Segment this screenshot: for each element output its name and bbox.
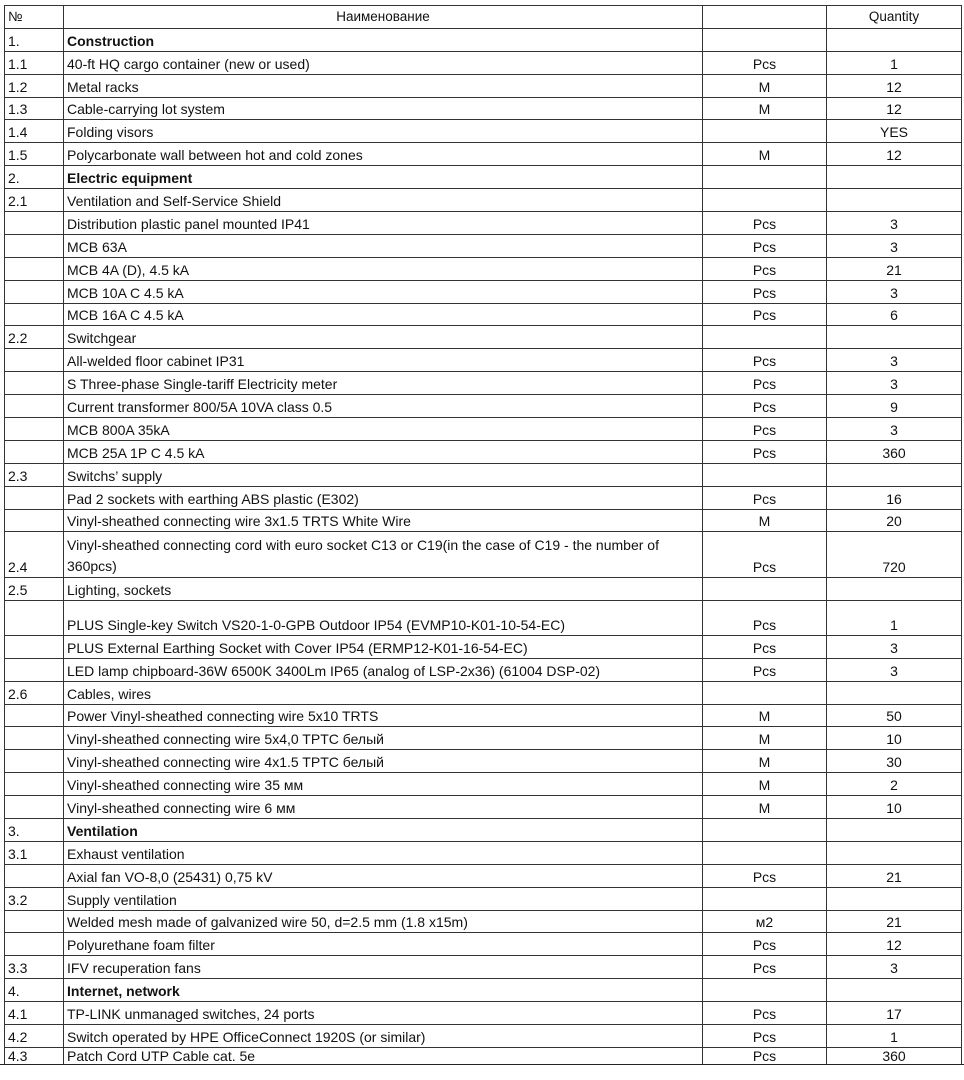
cell-number [5,750,64,773]
cell-name: Vinyl-sheathed connecting wire 6 мм [64,796,703,819]
table-row [5,120,962,143]
cell-name: MCB 63A [64,234,703,257]
cell-unit: Pcs [703,933,827,956]
cell-quantity: 10 [827,727,962,750]
cell-name: Switchs’ supply [64,463,703,486]
cell-number [5,600,64,635]
cell-number: 4. [5,979,64,1002]
cell-name: LED lamp chipboard-36W 6500K 3400Lm IP65 (analog of LSP-2x36) (61004 DSP-02) [64,658,703,681]
cell-unit: Pcs [703,349,827,372]
cell-unit [703,189,827,212]
cell-number [5,796,64,819]
cell-number [5,509,64,532]
table-row [5,956,962,979]
cell-name: PLUS External Earthing Socket with Cover IP54 (ERMP12-K01-16-54-EC) [64,635,703,658]
cell-unit: M [703,796,827,819]
cell-number: 4.2 [5,1025,64,1048]
cell-number: 1.4 [5,120,64,143]
cell-name: MCB 10A C 4.5 kA [64,280,703,303]
cell-name: PLUS Single-key Switch VS20-1-0-GPB Outdoor IP54 (EVMP10-K01-10-54-EC) [64,600,703,635]
cell-quantity: 17 [827,1002,962,1025]
cell-name: MCB 4A (D), 4.5 kA [64,257,703,280]
table-row [5,1047,962,1064]
cell-quantity: 6 [827,303,962,326]
cell-unit: Pcs [703,234,827,257]
cell-quantity: 12 [827,97,962,120]
cell-quantity: 2 [827,773,962,796]
cell-name: Metal racks [64,74,703,97]
cell-number [5,910,64,933]
cell-name: MCB 800A 35kA [64,418,703,441]
table-row [5,74,962,97]
cell-quantity [827,189,962,212]
cell-number: 2.6 [5,681,64,704]
cell-quantity: 3 [827,349,962,372]
cell-name: MCB 16A C 4.5 kA [64,303,703,326]
cell-unit [703,577,827,600]
cell-name: Construction [64,28,703,51]
cell-name: Patch Cord UTP Cable cat. 5e [64,1047,703,1064]
table-row [5,303,962,326]
cell-name: Current transformer 800/5A 10VA class 0.5 [64,395,703,418]
cell-unit: Pcs [703,303,827,326]
cell-quantity: 3 [827,212,962,235]
cell-number: 3.3 [5,956,64,979]
cell-quantity: 16 [827,486,962,509]
cell-name: Distribution plastic panel mounted IP41 [64,212,703,235]
cell-unit [703,681,827,704]
cell-quantity [827,166,962,189]
cell-name: Lighting, sockets [64,577,703,600]
cell-unit: Pcs [703,1047,827,1064]
cell-unit: M [703,727,827,750]
cell-quantity: 360 [827,1047,962,1064]
cell-unit: м2 [703,910,827,933]
header-number: № [5,6,64,29]
cell-quantity: 30 [827,750,962,773]
cell-name: S Three-phase Single-tariff Electricity meter [64,372,703,395]
table-row [5,864,962,887]
cell-number [5,257,64,280]
cell-name: All-welded floor cabinet IP31 [64,349,703,372]
table-row [5,635,962,658]
cell-quantity: 21 [827,257,962,280]
cell-quantity [827,463,962,486]
table-header-row [5,6,962,29]
cell-quantity: 50 [827,704,962,727]
cell-unit: M [703,74,827,97]
table-row [5,509,962,532]
cell-name: Pad 2 sockets with earthing ABS plastic (E302) [64,486,703,509]
cell-quantity: 3 [827,234,962,257]
cell-unit: Pcs [703,257,827,280]
cell-unit [703,166,827,189]
cell-number [5,395,64,418]
table-row [5,97,962,120]
cell-name: 40-ft HQ cargo container (new or used) [64,51,703,74]
cell-number [5,864,64,887]
table-row [5,463,962,486]
cell-unit: Pcs [703,532,827,578]
table-row [5,372,962,395]
cell-quantity: 21 [827,864,962,887]
cell-number [5,933,64,956]
cell-number: 3.1 [5,841,64,864]
cell-unit [703,819,827,842]
cell-number: 3.2 [5,887,64,910]
cell-number: 1.3 [5,97,64,120]
section-row [5,28,962,51]
cell-number [5,773,64,796]
cell-number: 2.4 [5,532,64,578]
cell-number: 1. [5,28,64,51]
cell-quantity [827,577,962,600]
cell-name: Polycarbonate wall between hot and cold zones [64,143,703,166]
header-unit [703,6,827,29]
cell-number: 2. [5,166,64,189]
cell-name: MCB 25A 1P C 4.5 kA [64,440,703,463]
cell-unit: M [703,773,827,796]
cell-number [5,212,64,235]
table-row [5,910,962,933]
cell-quantity: 1 [827,1025,962,1048]
cell-unit: Pcs [703,372,827,395]
cell-number: 4.1 [5,1002,64,1025]
cell-name: Electric equipment [64,166,703,189]
cell-quantity [827,681,962,704]
cell-number [5,635,64,658]
cell-quantity [827,819,962,842]
cell-name: Axial fan VO-8,0 (25431) 0,75 kV [64,864,703,887]
cell-unit: Pcs [703,395,827,418]
cell-unit: M [703,143,827,166]
table-row [5,234,962,257]
table-row [5,796,962,819]
table-row [5,577,962,600]
cell-quantity [827,326,962,349]
cell-quantity: 360 [827,440,962,463]
cell-name: Vinyl-sheathed connecting wire 3x1.5 TRTS White Wire [64,509,703,532]
cell-quantity: 12 [827,933,962,956]
section-row [5,166,962,189]
cell-number: 2.1 [5,189,64,212]
cell-name: Folding visors [64,120,703,143]
cell-number: 3. [5,819,64,842]
section-row [5,979,962,1002]
cell-unit [703,120,827,143]
cell-number: 1.2 [5,74,64,97]
strike-line [0,1064,964,1065]
table-row [5,418,962,441]
cell-number: 1.1 [5,51,64,74]
cell-name: Exhaust ventilation [64,841,703,864]
cell-name: Vinyl-sheathed connecting wire 5x4,0 TPTC белый [64,727,703,750]
cell-quantity: 3 [827,635,962,658]
table-row [5,212,962,235]
cell-unit: Pcs [703,658,827,681]
cell-unit [703,841,827,864]
cell-unit: M [703,750,827,773]
cell-unit: Pcs [703,486,827,509]
cell-unit [703,28,827,51]
table-row [5,1025,962,1048]
cell-quantity: 10 [827,796,962,819]
cell-unit [703,887,827,910]
cell-number [5,372,64,395]
cell-unit [703,979,827,1002]
cell-number: 1.5 [5,143,64,166]
cell-unit: Pcs [703,440,827,463]
table-row [5,841,962,864]
cell-quantity: 9 [827,395,962,418]
table-row [5,326,962,349]
cell-name: Switchgear [64,326,703,349]
cell-quantity [827,887,962,910]
cell-quantity: YES [827,120,962,143]
cell-number [5,234,64,257]
table-row [5,704,962,727]
cell-unit: M [703,704,827,727]
cell-name: Cable-carrying lot system [64,97,703,120]
cell-number [5,486,64,509]
cell-number [5,658,64,681]
equipment-table [4,5,962,1065]
cell-name: Switch operated by HPE OfficeConnect 1920S (or similar) [64,1025,703,1048]
table-row [5,349,962,372]
cell-name: Vinyl-sheathed connecting wire 35 мм [64,773,703,796]
cell-name: Power Vinyl-sheathed connecting wire 5x10 TRTS [64,704,703,727]
cell-name: Ventilation and Self-Service Shield [64,189,703,212]
cell-quantity: 3 [827,372,962,395]
cell-unit: Pcs [703,212,827,235]
cell-number: 2.3 [5,463,64,486]
cell-number: 2.5 [5,577,64,600]
table-row [5,257,962,280]
cell-number [5,280,64,303]
cell-name: Welded mesh made of galvanized wire 50, d=2.5 mm (1.8 x15m) [64,910,703,933]
cell-unit: Pcs [703,1002,827,1025]
cell-unit: Pcs [703,864,827,887]
cell-number [5,704,64,727]
table-row [5,143,962,166]
table-body [5,6,962,1065]
header-name: Наименование [64,6,703,29]
table-row [5,51,962,74]
cell-quantity: 20 [827,509,962,532]
cell-number [5,727,64,750]
cell-unit: M [703,509,827,532]
table-row [5,280,962,303]
cell-quantity: 1 [827,51,962,74]
cell-name: Vinyl-sheathed connecting cord with euro socket C13 or C19(in the case of C19 - the number of 360pcs) [64,532,703,578]
table-row [5,189,962,212]
cell-name: IFV recuperation fans [64,956,703,979]
cell-unit [703,326,827,349]
cell-quantity [827,979,962,1002]
cell-quantity [827,841,962,864]
cell-quantity: 3 [827,280,962,303]
cell-unit: Pcs [703,280,827,303]
cell-unit: M [703,97,827,120]
cell-unit: Pcs [703,51,827,74]
cell-number: 4.3 [5,1047,64,1064]
section-row [5,819,962,842]
cell-unit: Pcs [703,600,827,635]
cell-name: Internet, network [64,979,703,1002]
table-row [5,532,962,578]
table-row [5,486,962,509]
cell-quantity: 21 [827,910,962,933]
cell-quantity: 720 [827,532,962,578]
cell-quantity: 3 [827,658,962,681]
cell-unit: Pcs [703,1025,827,1048]
table-row [5,440,962,463]
table-row [5,395,962,418]
cell-number [5,303,64,326]
spec-sheet [4,5,961,1065]
cell-unit [703,463,827,486]
cell-quantity: 12 [827,74,962,97]
table-row [5,1002,962,1025]
cell-number: 2.2 [5,326,64,349]
cell-name: Vinyl-sheathed connecting wire 4x1.5 TPTC белый [64,750,703,773]
cell-quantity: 3 [827,418,962,441]
cell-name: TP-LINK unmanaged switches, 24 ports [64,1002,703,1025]
cell-unit: Pcs [703,635,827,658]
cell-name: Supply ventilation [64,887,703,910]
table-row [5,887,962,910]
cell-unit: Pcs [703,418,827,441]
cell-name: Ventilation [64,819,703,842]
table-row [5,600,962,635]
table-row [5,727,962,750]
table-row [5,933,962,956]
table-row [5,658,962,681]
cell-quantity: 1 [827,600,962,635]
cell-quantity: 3 [827,956,962,979]
header-quantity: Quantity [827,6,962,29]
table-row [5,750,962,773]
cell-number [5,349,64,372]
cell-name: Polyurethane foam filter [64,933,703,956]
cell-name: Cables, wires [64,681,703,704]
table-row [5,773,962,796]
cell-quantity [827,28,962,51]
table-row [5,681,962,704]
cell-number [5,440,64,463]
cell-quantity: 12 [827,143,962,166]
cell-unit: Pcs [703,956,827,979]
cell-number [5,418,64,441]
